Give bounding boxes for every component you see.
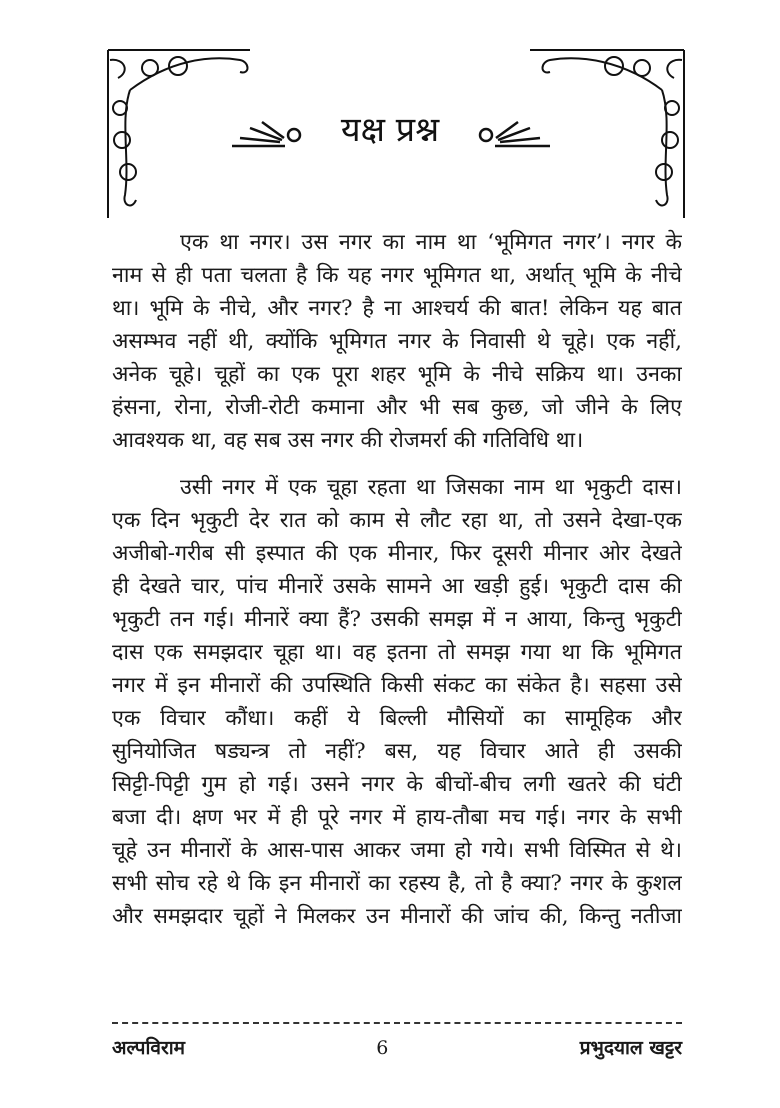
page-footer	[112, 1034, 682, 1062]
book-title: अल्पविराम	[112, 1037, 185, 1059]
text-line: भृकुटी तन गई। मीनारें क्या हैं? उसकी समझ में न आया, किन्तु भृकुटी	[112, 607, 682, 632]
text-line: सुनियोजित षड्यन्त्र तो नहीं? बस, यह विचार आते ही उसकी	[112, 739, 682, 764]
text-line: अजीबो-गरीब सी इस्पात की एक मीनार, फिर दूसरी मीनार ओर देखते	[112, 541, 682, 566]
text-line: सिट्टी-पिट्टी गुम हो गई। उसने नगर के बीचों-बीच लगी खतरे की घंटी	[112, 772, 682, 797]
text-line: सभी सोच रहे थे कि इन मीनारों का रहस्य है, तो है क्या? नगर के कुशल	[112, 871, 682, 896]
text-line: था। भूमि के नीचे, और नगर? है ना आश्चर्य की बात! लेकिन यह बात	[112, 296, 682, 321]
text-line: ही देखते चार, पांच मीनारें उसके सामने आ खड़ी हुई। भृकुटी दास की	[112, 574, 682, 599]
text-line: नाम से ही पता चलता है कि यह नगर भूमिगत था, अर्थात् भूमि के नीचे	[112, 263, 682, 288]
author-name: प्रभुदयाल खट्टर	[579, 1037, 682, 1059]
text-line: असम्भव नहीं थी, क्योंकि भूमिगत नगर के निवासी थे चूहे। एक नहीं,	[112, 329, 682, 354]
paragraph-1	[112, 226, 682, 457]
text-line: हंसना, रोना, रोजी-रोटी कमाना और भी सब कुछ, जो जीने के लिए	[112, 395, 682, 420]
page-number: 6	[376, 1037, 389, 1059]
text-line: अनेक चूहे। चूहों का एक पूरा शहर भूमि के नीचे सक्रिय था। उनका	[112, 362, 682, 387]
chapter-title	[0, 108, 780, 152]
text-line: चूहे उन मीनारों के आस-पास आकर जमा हो गये। सभी विस्मित से थे।	[112, 838, 682, 863]
text-line: उसी नगर में एक चूहा रहता था जिसका नाम था भृकुटी दास।	[180, 475, 682, 500]
footer-divider	[112, 1022, 682, 1024]
text-line: एक था नगर। उस नगर का नाम था ‘भूमिगत नगर’। नगर के	[180, 230, 682, 255]
text-line: एक विचार कौंधा। कहीं ये बिल्ली मौसियों का सामूहिक और	[112, 706, 682, 731]
text-line: एक दिन भृकुटी देर रात को काम से लौट रहा था, तो उसने देखा-एक	[112, 508, 682, 533]
text-line: आवश्यक था, वह सब उस नगर की रोजमर्रा की गतिविधि था।	[112, 428, 584, 453]
text-line: बजा दी। क्षण भर में ही पूरे नगर में हाय-तौबा मच गई। नगर के सभी	[112, 805, 682, 830]
text-line: नगर में इन मीनारों की उपस्थिति किसी संकट का संकेत है। सहसा उसे	[112, 673, 682, 698]
body-text	[112, 226, 682, 933]
text-line: और समझदार चूहों ने मिलकर उन मीनारों की जांच की, किन्तु नतीजा	[112, 904, 682, 929]
text-line: दास एक समझदार चूहा था। वह इतना तो समझ गया था कि भूमिगत	[112, 640, 682, 665]
chapter-title-text: यक्ष प्रश्न	[340, 110, 440, 150]
paragraph-2	[112, 471, 682, 933]
